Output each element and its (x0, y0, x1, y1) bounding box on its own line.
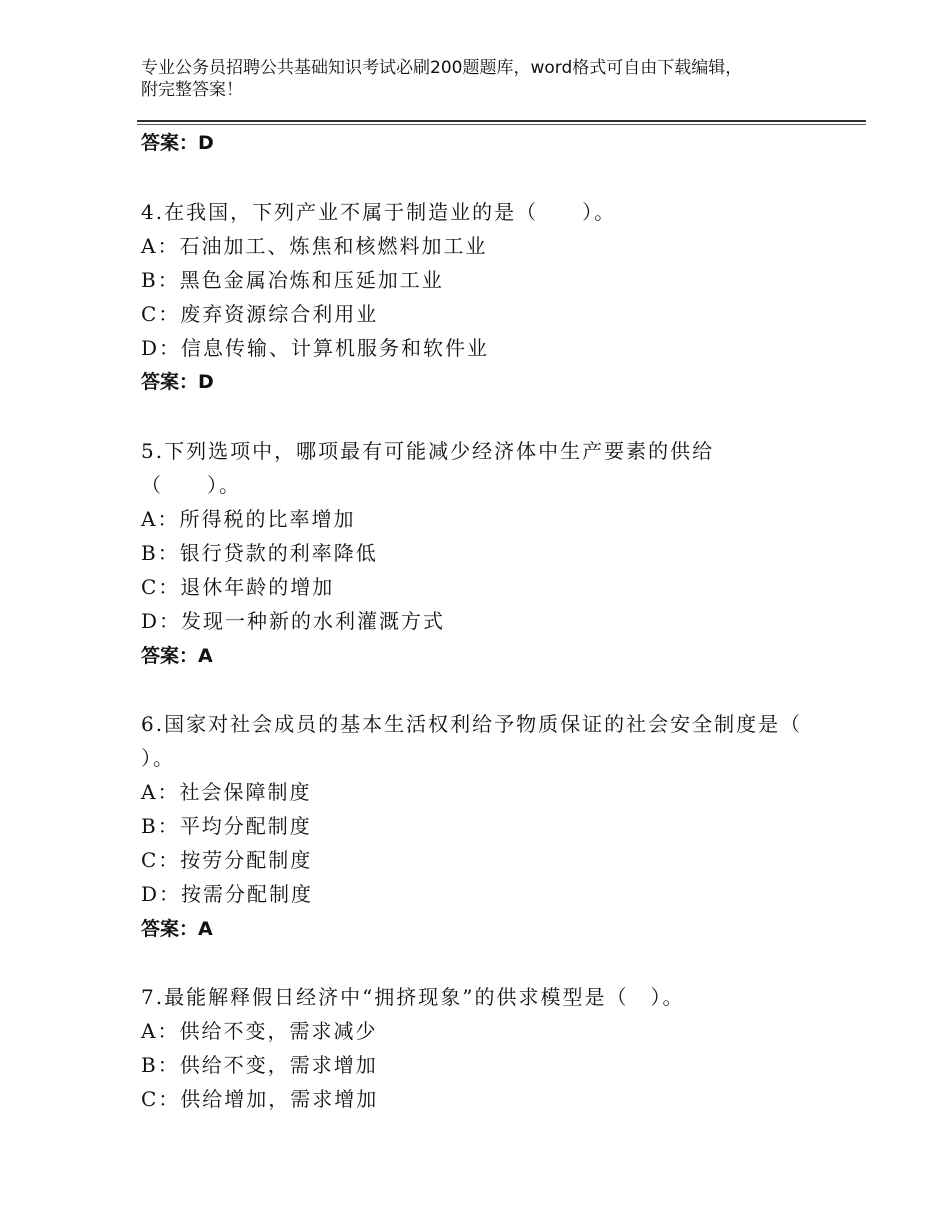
question-6-stem-cont: ）。 (141, 746, 175, 770)
question-4-stem: 4.在我国，下列产业不属于制造业的是（ ）。 (141, 200, 617, 224)
question-4-option-c: C：废弃资源综合利用业 (141, 302, 379, 326)
question-6-stem: 6.国家对社会成员的基本生活权利给予物质保证的社会安全制度是（ (141, 712, 803, 736)
document-header (141, 57, 831, 101)
question-5-option-c: C：退休年龄的增加 (141, 575, 335, 599)
question-4-answer: 答案：D (141, 371, 214, 393)
question-5-option-b: B：银行贷款的利率降低 (141, 541, 378, 565)
question-6-option-c: C：按劳分配制度 (141, 848, 313, 872)
question-6-option-d: D：按需分配制度 (141, 882, 314, 906)
question-5-stem-cont: （ ）。 (141, 473, 241, 497)
question-7-option-b: B：供给不变，需求增加 (141, 1053, 378, 1077)
header-divider-thin (137, 124, 866, 125)
header-line-1: 专业公务员招聘公共基础知识考试必刷200题题库，word格式可自由下载编辑， (141, 58, 743, 78)
question-6-option-a: A：社会保障制度 (141, 780, 312, 804)
header-divider-thick (137, 120, 866, 122)
question-5-stem: 5.下列选项中，哪项最有可能减少经济体中生产要素的供给 (141, 439, 715, 463)
question-7-option-a: A：供给不变，需求减少 (141, 1019, 378, 1043)
question-6-answer: 答案：A (141, 918, 213, 940)
question-7-stem: 7.最能解释假日经济中“拥挤现象”的供求模型是（ ）。 (141, 985, 685, 1009)
question-4-option-b: B：黑色金属冶炼和压延加工业 (141, 268, 444, 292)
question-4-option-d: D：信息传输、计算机服务和软件业 (141, 336, 490, 360)
question-5-option-d: D：发现一种新的水利灌溉方式 (141, 609, 446, 633)
question-6-option-b: B：平均分配制度 (141, 814, 312, 838)
question-5-option-a: A：所得税的比率增加 (141, 507, 356, 531)
question-4-option-a: A：石油加工、炼焦和核燃料加工业 (141, 234, 488, 258)
answer-prev: 答案：D (141, 132, 214, 154)
question-7-option-c: C：供给增加，需求增加 (141, 1087, 379, 1111)
header-line-2: 附完整答案！ (141, 80, 243, 100)
question-5-answer: 答案：A (141, 645, 213, 667)
